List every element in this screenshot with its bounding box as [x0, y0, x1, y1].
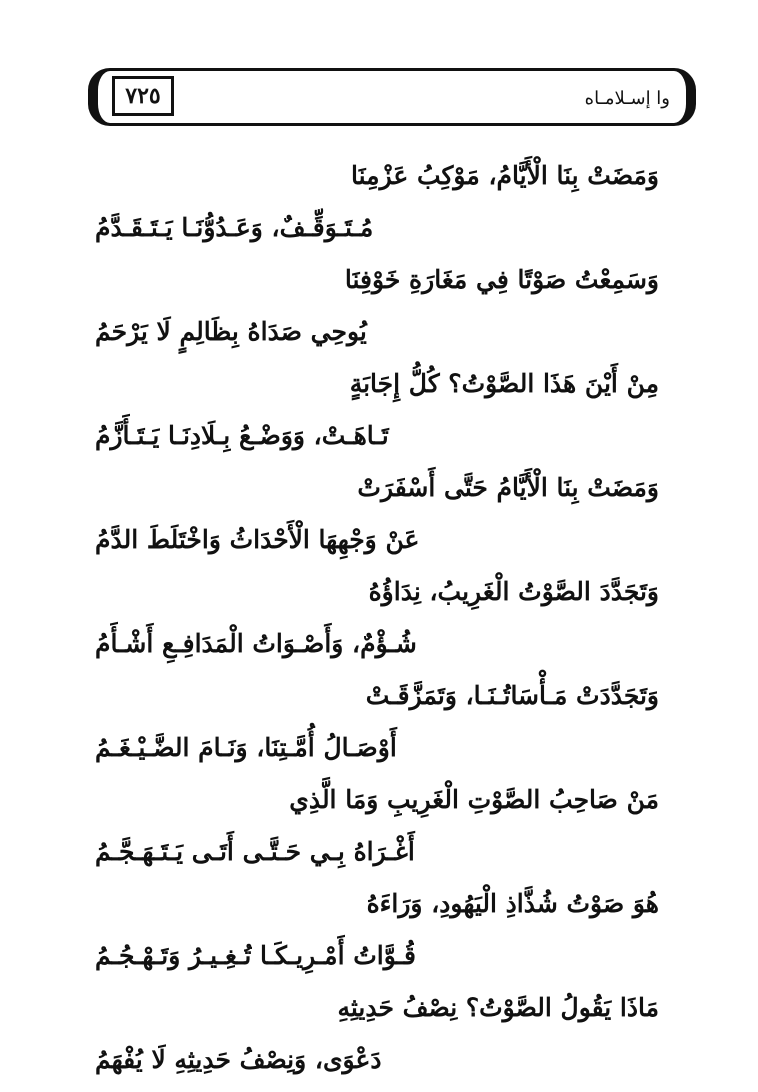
verse-line: وَتَجَدَّدَ الصَّوْتُ الْغَرِيبُ، نِدَاؤُهُ [368, 577, 659, 606]
verse-line: قُـوَّاتُ أَمْـرِيـكَـا تُـغِـيـرُ وَتَـهْـجُـمُ [95, 941, 416, 970]
running-title: وا إسـلامـاه [584, 88, 670, 109]
verse-line: دَعْوَى، وَنِصْفُ حَدِيثِهِ لَا يُفْهَمُ [95, 1045, 382, 1074]
verse-line: وَمَضَتْ بِنَا الْأَيَّامُ حَتَّى أَسْفَرَتْ [357, 473, 659, 502]
verse-line: تَـاهَـتْ، وَوَضْـعُ بِـلَادِنَـا يَـتَـأَزَّمُ [95, 421, 389, 450]
verse-line: يُوحِي صَدَاهُ بِظَالِمٍ لَا يَرْحَمُ [95, 317, 367, 346]
verse-line: هُوَ صَوْتُ شُذَّاذِ الْيَهُودِ، وَرَاءَهُ [366, 889, 659, 918]
verse-line: أَغْـرَاهُ بِـي حَـتَّـى أَتَـى يَـتَـهَـجَّـمُ [95, 837, 415, 866]
verse-line: أَوْصَـالُ أُمَّـتِنَا، وَنَـامَ الضَّـيْـغَـمُ [95, 733, 397, 762]
verse-line: شُـؤْمٌ، وَأَصْـوَاتُ الْمَدَافِـعِ أَشْـأَمُ [95, 629, 417, 658]
verse-line: وَمَضَتْ بِنَا الْأَيَّامُ، مَوْكِبُ عَزْمِنَا [351, 161, 659, 190]
verse-line: مُـتَـوَقِّـفٌ، وَعَـدُوُّنَـا يَـتَـقَـدَّمُ [95, 213, 374, 242]
verse-line: وَسَمِعْتُ صَوْتًا فِي مَغَارَةِ خَوْفِنَا [344, 265, 659, 294]
verse-line: عَنْ وَجْهِهَا الْأَحْدَاثُ وَاخْتَلَطَ الدَّمُ [95, 525, 420, 554]
poem-body [95, 150, 675, 1086]
verse-line: مَنْ صَاحِبُ الصَّوْتِ الْغَرِيبِ وَمَا الَّذِي [289, 785, 659, 814]
verse-line: مَاذَا يَقُولُ الصَّوْتُ؟ نِصْفُ حَدِيثِهِ [337, 993, 659, 1022]
verse-line: مِنْ أَيْنَ هَذَا الصَّوْتُ؟ كُلُّ إِجَابَةٍ [349, 369, 659, 398]
page-number: ٧٢٥ [112, 76, 174, 116]
verse-line: وَتَجَدَّدَتْ مَـأْسَاتُـنَـا، وَتَمَزَّقَـتْ [365, 681, 659, 710]
